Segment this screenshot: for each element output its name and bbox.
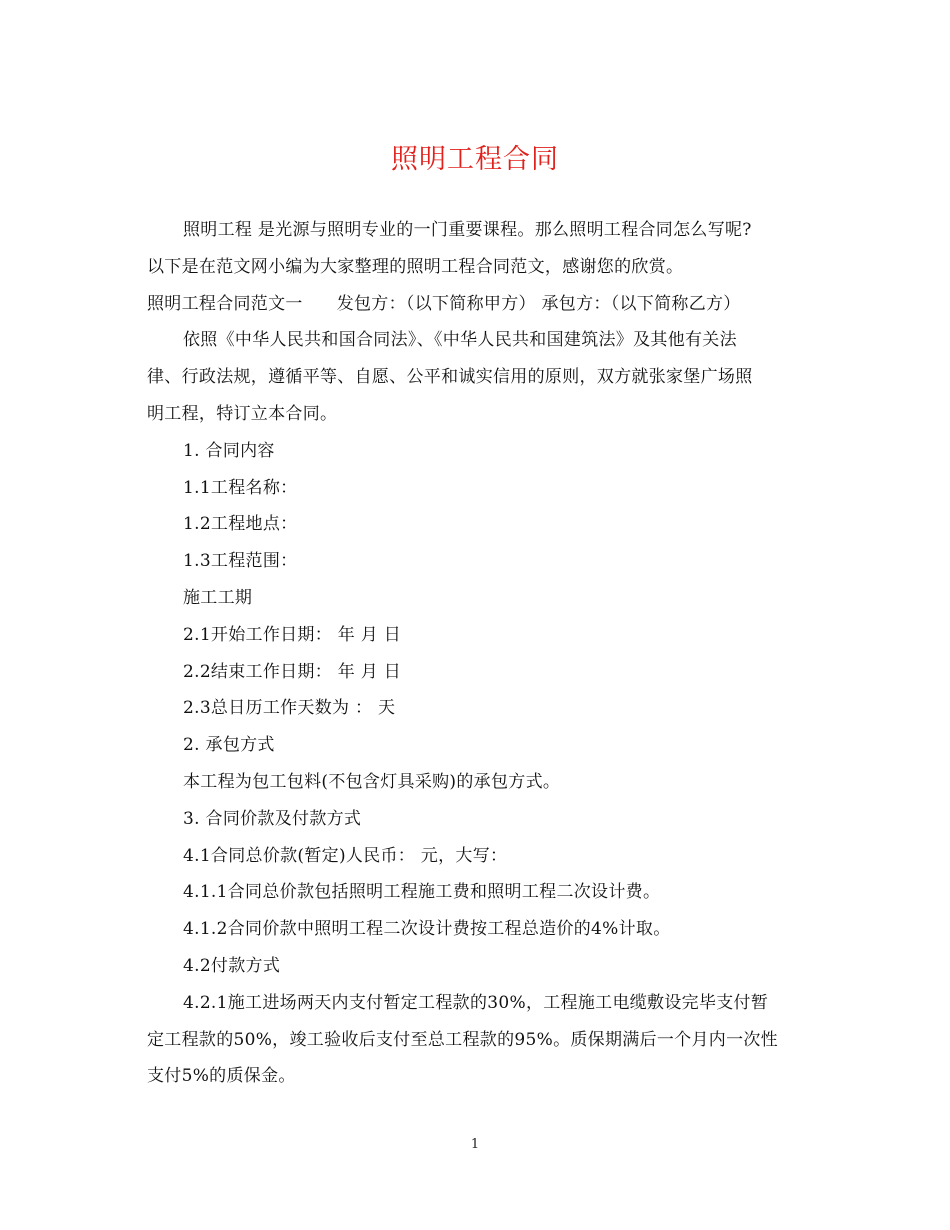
clause-1-3: 1.3工程范围：	[183, 551, 298, 572]
clause-4-2-1-line-2: 定工程款的50%，竣工验收后支付至总工程款的95%。质保期满后一个月内一次性	[147, 1029, 778, 1050]
clause-4-2-1-line-1: 4.2.1施工进场两天内支付暂定工程款的30%，工程施工电缆敷设完毕支付暂	[183, 992, 769, 1013]
clause-2-1: 2.1开始工作日期： 年 月 日	[183, 624, 402, 645]
page-number: 1	[470, 1137, 480, 1152]
clause-4-2: 4.2付款方式	[183, 955, 281, 976]
section-3-heading: 3. 合同价款及付款方式	[183, 808, 362, 829]
sample-heading-line	[147, 286, 807, 323]
clause-1-2: 1.2工程地点：	[183, 514, 298, 535]
section-1-heading: 1. 合同内容	[183, 440, 275, 461]
basis-paragraph-line-1: 依照《中华人民共和国合同法》、《中华人民共和国建筑法》及其他有关法	[183, 330, 737, 351]
clause-4-1-2: 4.1.2合同价款中照明工程二次设计费按工程总造价的4%计取。	[183, 919, 671, 940]
clause-4-1: 4.1合同总价款(暂定)人民币： 元，大写：	[183, 845, 508, 866]
clause-1-1: 1.1工程名称：	[183, 477, 298, 498]
document-body	[147, 212, 807, 1095]
clause-4-2-1-line-3: 支付5%的质保金。	[147, 1066, 296, 1087]
section-2-heading: 2. 承包方式	[183, 735, 275, 756]
construction-period-heading: 施工工期	[183, 587, 253, 608]
parties-text: 发包方：（以下简称甲方） 承包方：（以下简称乙方）	[336, 293, 741, 314]
intro-paragraph-line-2: 以下是在范文网小编为大家整理的照明工程合同范文，感谢您的欣赏。	[147, 256, 684, 277]
sample-label: 照明工程合同范文一	[147, 293, 303, 314]
clause-4-1-1: 4.1.1合同总价款包括照明工程施工费和照明工程二次设计费。	[183, 882, 661, 903]
basis-paragraph-line-2: 律、行政法规，遵循平等、自愿、公平和诚实信用的原则，双方就张家堡广场照	[147, 367, 753, 388]
intro-paragraph-line-1: 照明工程 是光源与照明专业的一门重要课程。那么照明工程合同怎么写呢?	[183, 220, 752, 240]
clause-2-2: 2.2结束工作日期： 年 月 日	[183, 661, 402, 682]
contract-mode-text: 本工程为包工包料(不包含灯具采购)的承包方式。	[183, 771, 561, 792]
basis-paragraph-line-3: 明工程，特订立本合同。	[147, 403, 338, 424]
document-title: 照明工程合同	[391, 144, 559, 175]
clause-2-3: 2.3总日历工作天数为 ： 天	[183, 698, 396, 719]
